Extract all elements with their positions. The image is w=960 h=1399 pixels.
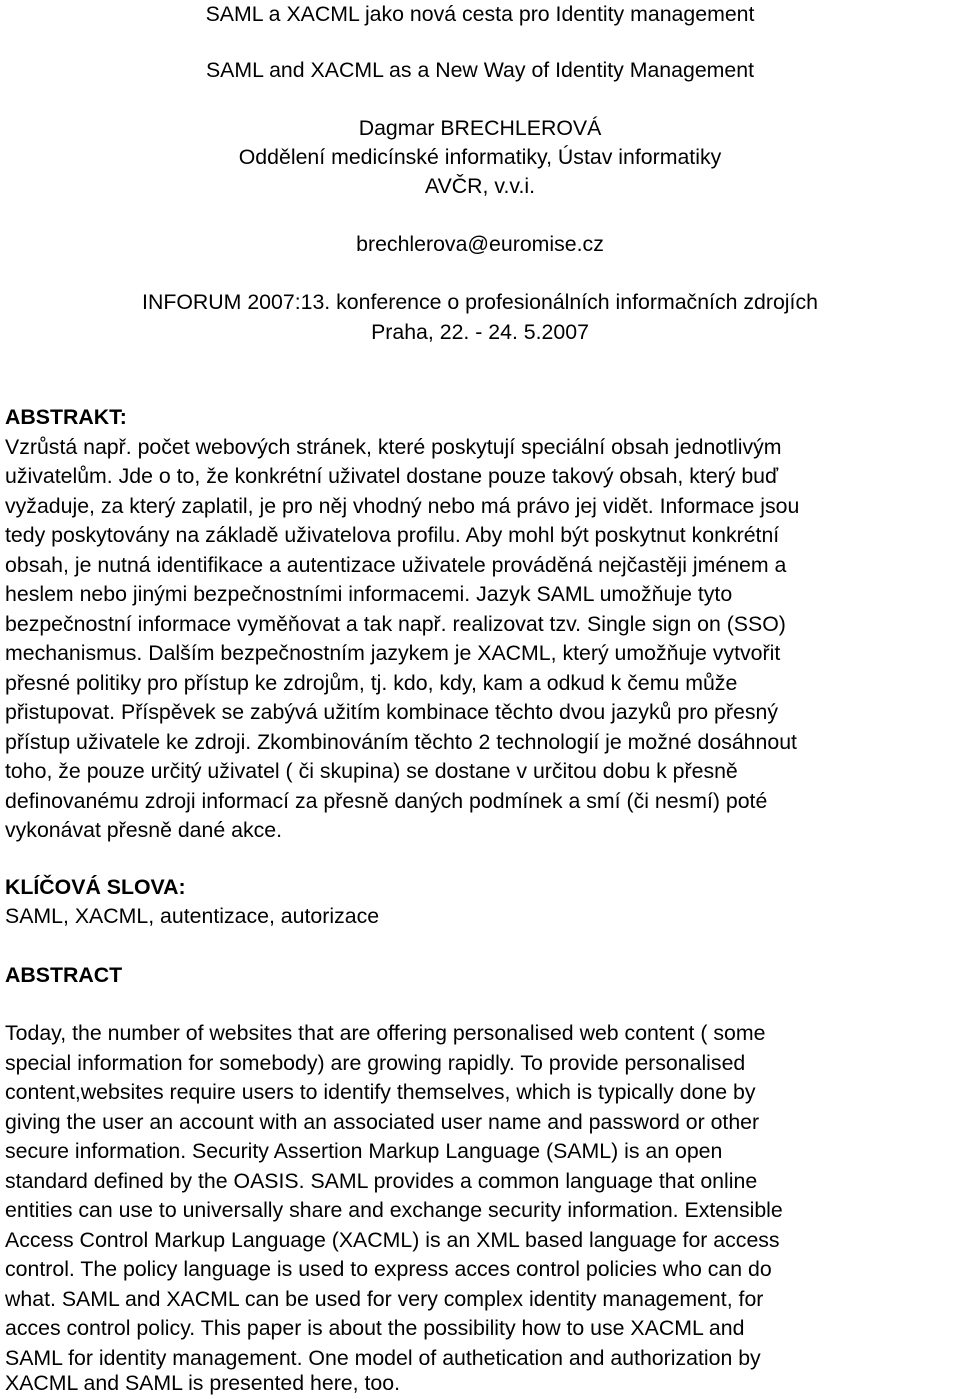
abstrakt-heading: ABSTRAKT: (5, 405, 127, 429)
abstract-line: acces control policy. This paper is about the possibility how to use XACML and (5, 1316, 745, 1340)
abstract-heading: ABSTRACT (5, 963, 123, 987)
abstrakt-line: přesné politiky pro přístup ke zdrojům, tj. kdo, kdy, kam a odkud k čemu může (5, 671, 738, 695)
abstrakt-line: Vzrůstá např. počet webových stránek, které poskytují speciální obsah jednotlivým (5, 435, 782, 459)
conference-location-date: Praha, 22. - 24. 5.2007 (371, 320, 589, 344)
abstract-line: entities can use to universally share and exchange security information. Extensible (5, 1198, 783, 1222)
abstract-line: control. The policy language is used to express acces control policies who can do (5, 1257, 772, 1281)
keywords-heading: KLÍČOVÁ SLOVA: (5, 875, 186, 899)
affiliation-line-1: Oddělení medicínské informatiky, Ústav informatiky (238, 145, 722, 169)
abstrakt-line: uživatelům. Jde o to, že konkrétní uživatel dostane pouze takový obsah, který buď (5, 464, 779, 488)
abstrakt-line: tedy poskytovány na základě uživatelova profilu. Aby mohl být poskytnut konkrétní (5, 523, 780, 547)
abstrakt-line: vykonávat přesně dané akce. (5, 818, 283, 842)
title-czech: SAML a XACML jako nová cesta pro Identity management (205, 2, 755, 26)
abstract-line: Today, the number of websites that are offering personalised web content ( some (5, 1021, 766, 1045)
abstrakt-line: obsah, je nutná identifikace a autentizace uživatele prováděná nejčastěji jménem a (5, 553, 787, 577)
author-name: Dagmar BRECHLEROVÁ (358, 116, 602, 140)
conference-name: INFORUM 2007:13. konference o profesionálních informačních zdrojích (142, 290, 818, 314)
abstrakt-line: heslem nebo jinými bezpečnostními informacemi. Jazyk SAML umožňuje tyto (5, 582, 733, 606)
abstract-line: content,websites require users to identify themselves, which is typically done by (5, 1080, 756, 1104)
keywords-text: SAML, XACML, autentizace, autorizace (5, 904, 380, 928)
abstract-line: SAML for identity management. One model of authetication and authorization by (5, 1346, 761, 1370)
abstrakt-line: definovanému zdroji informací za přesně daných podmínek a smí (či nesmí) poté (5, 789, 768, 813)
abstract-line: giving the user an account with an associated user name and password or other (5, 1110, 760, 1134)
abstract-line: secure information. Security Assertion Markup Language (SAML) is an open (5, 1139, 723, 1163)
abstrakt-line: mechanismus. Dalším bezpečnostním jazykem je XACML, který umožňuje vytvořit (5, 641, 781, 665)
abstrakt-line: vyžaduje, za který zaplatil, je pro něj vhodný nebo má právo jej vidět. Informace jsou (5, 494, 800, 518)
abstract-line: XACML and SAML is presented here, too. (5, 1371, 400, 1395)
abstrakt-line: přístup uživatele ke zdroji. Zkombinováním těchto 2 technologií je možné dosáhnout (5, 730, 797, 754)
author-email: brechlerova@euromise.cz (356, 232, 604, 256)
abstract-line: standard defined by the OASIS. SAML provides a common language that online (5, 1169, 758, 1193)
affiliation-line-2: AVČR, v.v.i. (424, 174, 536, 198)
title-english: SAML and XACML as a New Way of Identity Management (205, 58, 755, 82)
abstract-line: special information for somebody) are growing rapidly. To provide personalised (5, 1051, 746, 1075)
abstrakt-line: přistupovat. Příspěvek se zabývá užitím kombinace těchto dvou jazyků pro přesný (5, 700, 778, 724)
abstrakt-line: toho, že pouze určitý uživatel ( či skupina) se dostane v určitou dobu k přesně (5, 759, 738, 783)
abstrakt-line: bezpečnostní informace vyměňovat a tak např. realizovat tzv. Single sign on (SSO) (5, 612, 786, 636)
abstract-line: Access Control Markup Language (XACML) is an XML based language for access (5, 1228, 780, 1252)
abstract-line: what. SAML and XACML can be used for very complex identity management, for (5, 1287, 764, 1311)
